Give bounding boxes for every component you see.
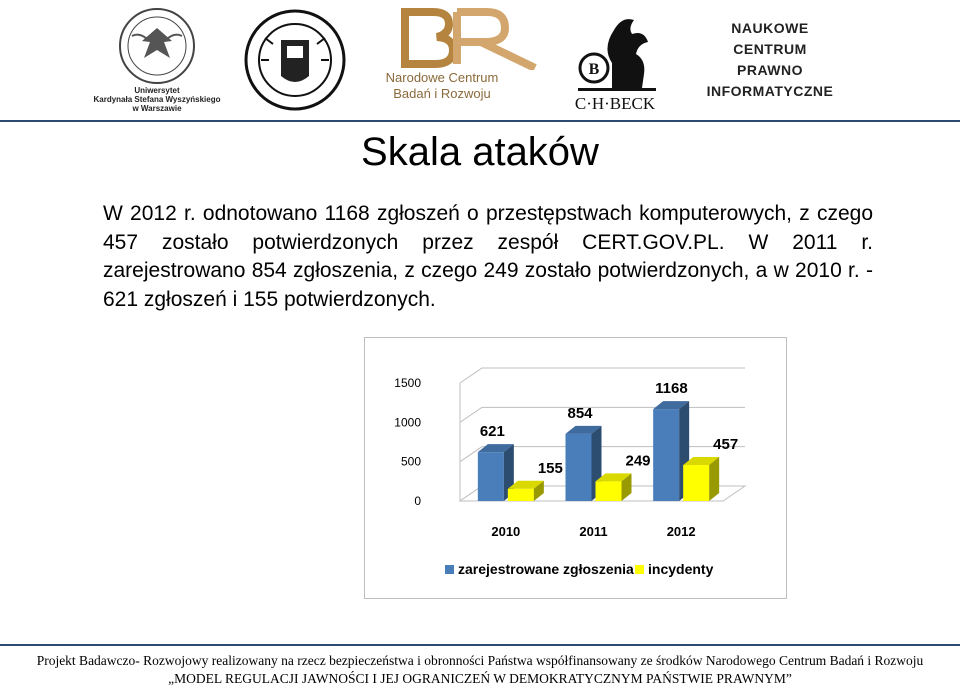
bar [566, 434, 592, 501]
y-tick-label: 1000 [394, 415, 421, 430]
ncbr-caption-2: Badań i Rozwoju [393, 86, 491, 101]
bar [653, 409, 679, 501]
footer-line-2: „MODEL REGULACJI JAWNOŚCI I JEJ OGRANICZEŃ W DEMOKRATYCZNYM PAŃSTWIE PRAWNYM” [168, 671, 792, 686]
ncpi-line-4: INFORMATYCZNE [706, 83, 834, 99]
gridline [460, 368, 745, 383]
ncbr-caption-1: Narodowe Centrum [385, 70, 499, 85]
uwr-seal-icon [243, 8, 347, 112]
gridline [460, 404, 745, 422]
ncpi-logo [696, 18, 844, 102]
x-tick-label: 2012 [666, 524, 696, 539]
bar-chart [365, 338, 786, 598]
y-tick-label: 1500 [394, 376, 421, 390]
x-tick-label: 2011 [579, 524, 608, 539]
footer-divider [0, 644, 960, 646]
chbeck-logo [572, 8, 662, 94]
ncpi-line-2: CENTRUM [733, 41, 807, 57]
header-logos [0, 0, 960, 120]
ncbr-logo [395, 4, 545, 70]
ncpi-line-1: NAUKOWE [731, 20, 809, 36]
slide-paragraph: W 2012 r. odnotowano 1168 zgłoszeń o przestępstwach komputerowych, z czego 457 zostało potwierdzonych przez zespół CERT.GOV.PL. W 2011 r. zarejestrowano 854 zgłoszenia, z czego 249 zostało potwierdzonych, a w 2010 r. - 621 zgłoszeń i 155 potwierdzonych. [103, 202, 873, 312]
bar [596, 481, 622, 501]
legend-swatch [445, 565, 454, 574]
slide-title: Skala ataków [361, 130, 599, 174]
bar [478, 452, 504, 501]
bar [508, 489, 534, 501]
data-label: 1168 [655, 380, 688, 398]
footer [0, 652, 960, 688]
bar [683, 465, 709, 501]
svg-text:B: B [588, 61, 600, 78]
legend-label: zarejestrowane zgłoszenia [458, 561, 634, 577]
uksw-seal-icon [92, 6, 222, 86]
uksw-caption-2: Kardynała Stefana Wyszyńskiego [93, 95, 221, 104]
y-tick-label: 500 [400, 454, 421, 469]
data-label: 457 [713, 436, 739, 454]
data-label: 249 [625, 452, 651, 470]
data-label: 155 [537, 459, 563, 477]
uksw-logo [92, 6, 222, 113]
chart-container [364, 337, 787, 599]
data-label: 854 [567, 404, 593, 422]
uksw-caption-1: Uniwersytet [134, 86, 180, 95]
ncpi-line-3: PRAWNO [737, 62, 803, 78]
x-tick-label: 2010 [491, 524, 521, 539]
griffin-icon [572, 8, 662, 94]
legend-label: incydenty [648, 561, 714, 577]
header-divider [0, 120, 960, 122]
footer-line-1: Projekt Badawczo- Rozwojowy realizowany na rzecz bezpieczeństwa i obronności Państwa współfinansowany ze środków Narodowego Centrum Badań i Rozwoju [36, 653, 924, 668]
legend-swatch [635, 565, 644, 574]
uksw-caption-3: w Warszawie [132, 104, 182, 113]
ncbr-mark-icon [395, 4, 545, 70]
y-tick-label: 0 [414, 494, 421, 508]
uwr-logo [243, 8, 347, 112]
ncbr-caption [372, 70, 512, 102]
data-label: 621 [479, 423, 505, 441]
chbeck-caption: C·H·BECK [574, 94, 656, 113]
